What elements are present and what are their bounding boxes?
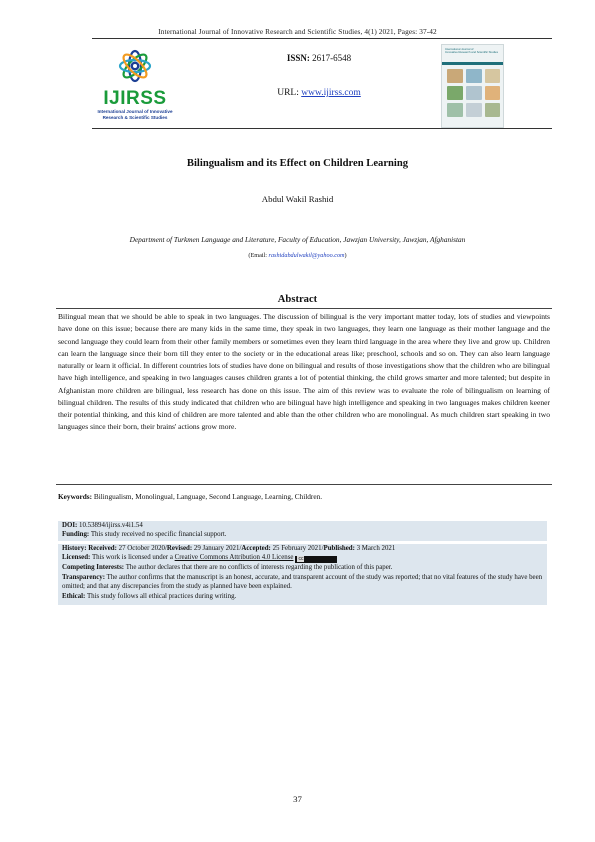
cover-image-1 [447, 69, 463, 83]
journal-cover-thumbnail [441, 44, 504, 128]
cc-badge-text: cc [298, 556, 304, 563]
doi-label: DOI: [62, 522, 78, 529]
issn-line [264, 53, 374, 63]
abstract-heading: Abstract [277, 294, 318, 305]
author-email-link[interactable]: rashidabdulwakil@yahoo.com [268, 252, 345, 259]
cover-image-2 [466, 69, 482, 83]
keywords-text: Bilingualism, Monolingual, Language, Second Language, Learning, Children. [93, 492, 323, 501]
received-value: 27 October 2020 [118, 545, 165, 552]
issn-value: 2617-6548 [312, 53, 352, 63]
email-prefix: (Email: [248, 252, 269, 259]
cover-image-7 [447, 103, 463, 117]
article-author: Abdul Wakil Rashid [261, 194, 334, 204]
author-email-line [0, 252, 595, 259]
received-label: Received: [88, 545, 117, 552]
url-line [264, 88, 374, 98]
cover-title-line2: Innovative Research and Scientific Studies [445, 50, 499, 55]
ethical-label: Ethical: [62, 592, 86, 600]
journal-url-link[interactable]: www.ijirss.com [301, 88, 361, 98]
page-number: 37 [293, 794, 302, 804]
ethical-row [62, 592, 544, 601]
cc-license-badge-icon[interactable] [295, 556, 337, 563]
cover-title [445, 48, 502, 55]
cover-image-6 [485, 86, 500, 100]
accepted-label: Accepted: [241, 545, 271, 552]
keywords-label: Keywords: [58, 492, 93, 501]
transparency-label: Transparency: [62, 573, 106, 581]
funding-value: This study received no specific financial support. [90, 531, 227, 539]
licensed-row [62, 553, 544, 563]
ethical-value: This study follows all ethical practices during writing. [86, 592, 237, 600]
doi-funding-block [58, 521, 547, 541]
transparency-value: The author confirms that the manuscript is an honest, accurate, and transparent account of the study was reported; that no vital features of the study have been omitted; and that any discrepancies from the study as planned have been explained. [62, 573, 543, 591]
competing-value: The author declares that there are no conflicts of interests regarding the publication of this paper. [125, 564, 393, 572]
accepted-value: 25 February 2021 [272, 545, 322, 552]
doi-row [62, 521, 544, 530]
issn-label: ISSN: [286, 53, 310, 63]
logo-subtitle-line1: International Journal of Innovative [97, 109, 173, 114]
funding-row [62, 530, 544, 539]
article-info-block [58, 544, 547, 605]
abstract-box [56, 308, 552, 485]
keywords-line [58, 492, 552, 501]
license-link[interactable]: Creative Commons Attribution 4.0 License [174, 554, 294, 562]
published-value: 3 March 2021 [356, 545, 396, 552]
doi-value[interactable]: 10.53894/ijirss.v4i1.54 [79, 522, 143, 529]
abstract-text: Bilingual mean that we should be able to speak in two languages. The discussion of bilingual is the very important matter today, lots of studies and viewpoints have done on this issue; because there are many kids in the same time, they speak in two languages, they learn one language as their mother language and the second language they could learn from their other family members or sometimes even they learn third language in the area where they live and grow up. Children can learn the language since their born till they enter to the society or in the educational areas like; preschool, schools and so on. They can also learn language naturally or learn it official. In different countries lots of studies have done on bilingual and results of those investigations show that the children who are bilingual have high intelligence, and speaking in two languages causes children grants a lot of potential thinking, the child grows smarter and more talented; but despite in Afghanistan more children are bilingual, less research has done on this issue. The aim of this review was to evaluate the role of bilingualism on learning of bilingual children. The results of this study indicated that children who are bilingual have high intelligence and speaking in two languages makes children keener their potential thinking, and this kind of children are more talented and able than the other children who are monolingual. As much children start speaking in two languages since their born, their brains' actions grow more. [58, 312, 550, 432]
journal-logo [93, 42, 177, 126]
revised-label: Revised: [166, 545, 193, 552]
header-rule [92, 38, 552, 39]
competing-row [62, 563, 544, 572]
revised-value: 29 January 2021 [193, 545, 240, 552]
logo-emblem-icon [105, 42, 165, 90]
licensed-label: Licensed: [62, 554, 91, 562]
funding-label: Funding: [62, 531, 90, 539]
cover-image-9 [485, 103, 500, 117]
cover-title-line1: International Journal of [445, 47, 474, 51]
licensed-text: This work is licensed under a [91, 554, 173, 562]
published-label: Published: [323, 545, 355, 552]
url-label: URL: [277, 88, 299, 98]
email-suffix: ) [344, 252, 347, 259]
article-title: Bilingualism and its Effect on Children Learning [186, 158, 409, 169]
cover-image-3 [485, 69, 500, 83]
transparency-row [62, 573, 544, 592]
author-affiliation: Department of Turkmen Language and Literature, Faculty of Education, Jawzjan University, Jawzjan, Afghanistan [129, 235, 466, 244]
cover-image-5 [466, 86, 482, 100]
history-label: History: [62, 545, 87, 552]
running-header: International Journal of Innovative Research and Scientific Studies, 4(1) 2021, Pages: 37-42 [158, 27, 437, 36]
cover-image-4 [447, 86, 463, 100]
cover-image-8 [466, 103, 482, 117]
logo-name: IJIRSS [103, 88, 167, 109]
cover-band [442, 62, 504, 65]
competing-label: Competing Interests: [62, 564, 125, 572]
header-bottom-rule [92, 128, 552, 129]
history-row: History: Received: 27 October 2020/Revised: 29 January 2021/Accepted: 25 February 2021/Published: 3 March 2021 [62, 545, 396, 552]
logo-subtitle-line2: Research & Scientific Studies [102, 115, 168, 120]
